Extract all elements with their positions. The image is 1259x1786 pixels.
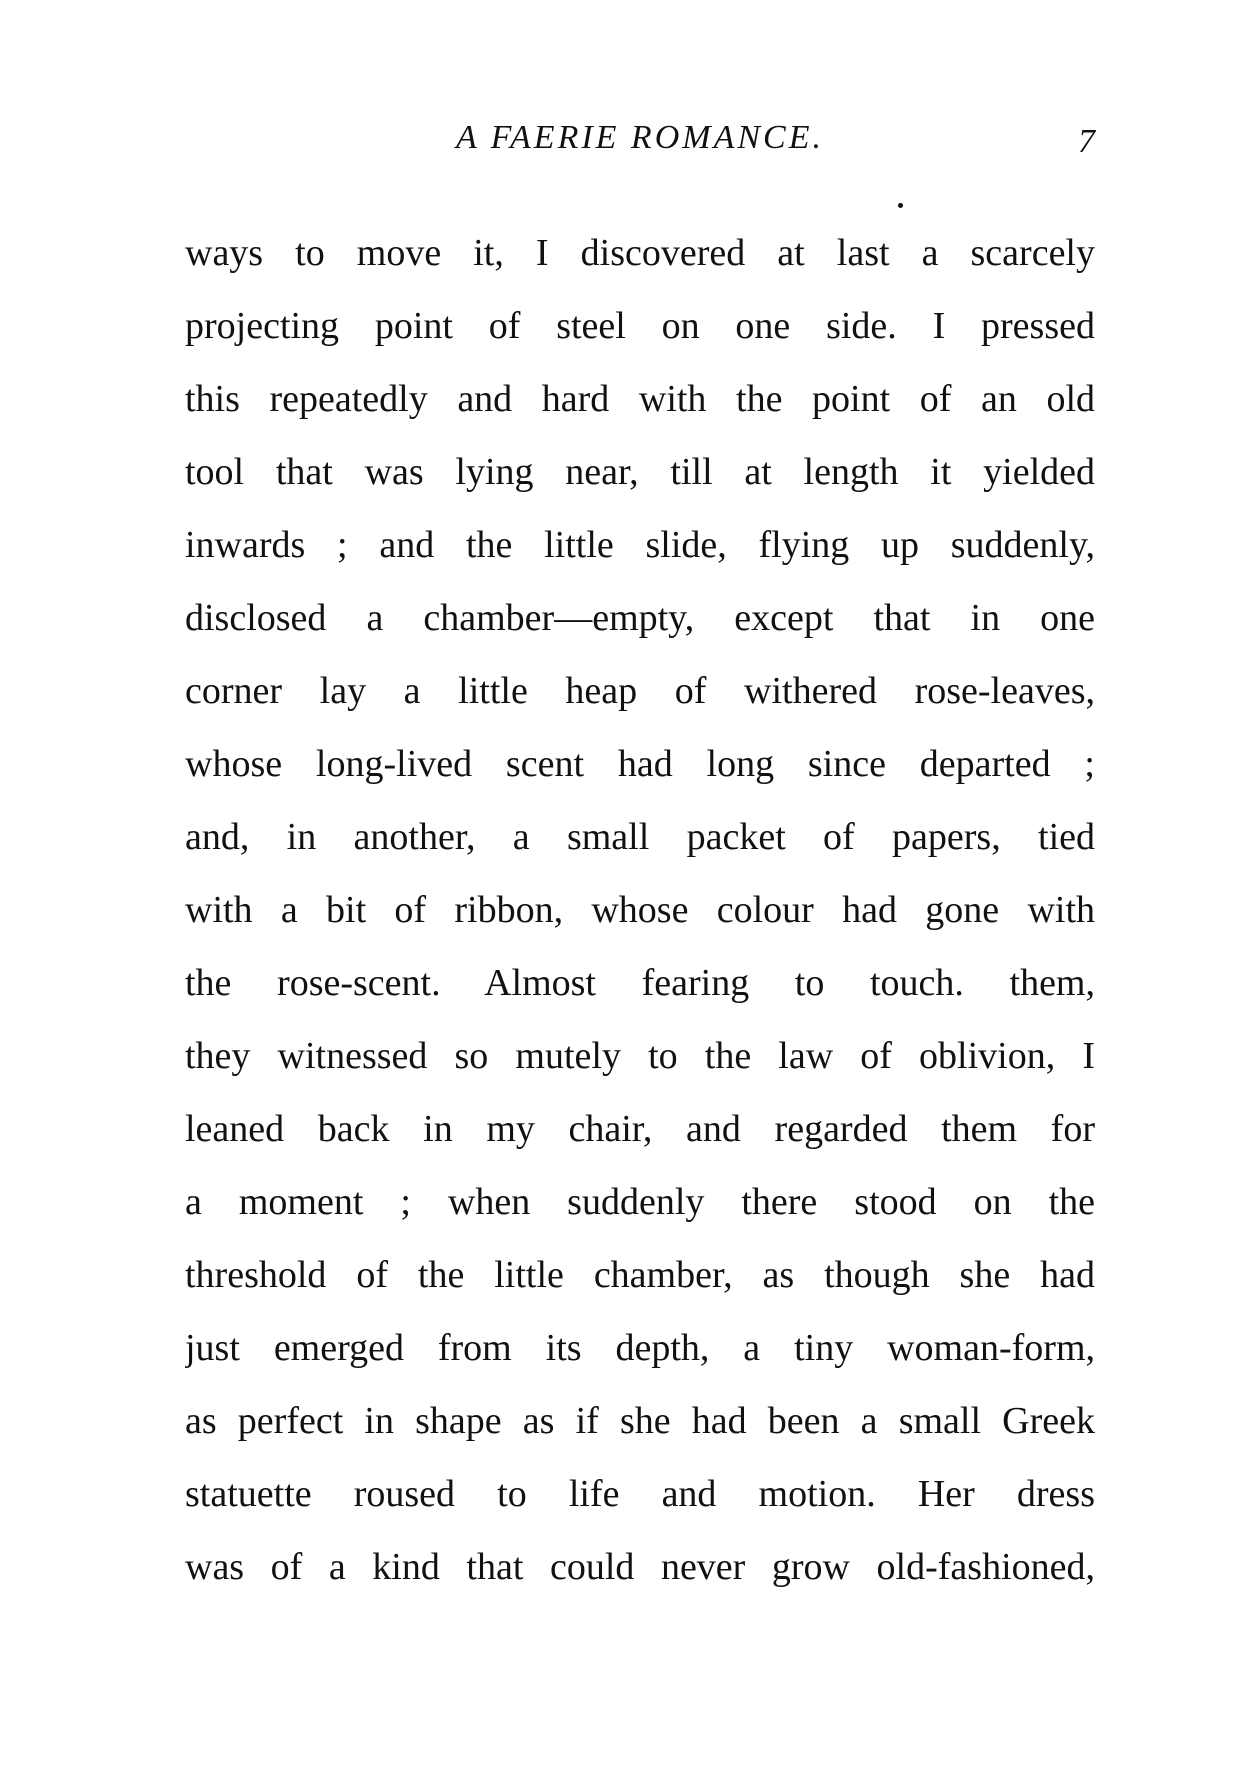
text-line: tool that was lying near, till at length it yielded [185,451,1095,493]
body-text [185,226,1095,1613]
text-line: a moment ; when suddenly there stood on the [185,1181,1095,1223]
text-line: projecting point of steel on one side. I pressed [185,305,1095,347]
text-line: statuette roused to life and motion. Her dress [185,1473,1095,1515]
text-line: corner lay a little heap of withered rose-leaves, [185,670,1095,712]
text-line: and, in another, a small packet of papers, tied [185,816,1095,858]
text-line: with a bit of ribbon, whose colour had gone with [185,889,1095,931]
text-line: the rose-scent. Almost fearing to touch. them, [185,962,1095,1004]
text-line: this repeatedly and hard with the point of an old [185,378,1095,420]
running-head [185,118,1095,168]
text-line: whose long-lived scent had long since departed ; [185,743,1095,785]
text-line: threshold of the little chamber, as though she had [185,1254,1095,1296]
text-line: was of a kind that could never grow old-fashioned, [185,1546,1095,1588]
print-speck [898,203,903,208]
text-line: just emerged from its depth, a tiny woman-form, [185,1327,1095,1369]
text-line: leaned back in my chair, and regarded them for [185,1108,1095,1150]
page-number: 7 [1078,123,1095,160]
text-line: as perfect in shape as if she had been a small Greek [185,1400,1095,1442]
text-line: they witnessed so mutely to the law of oblivion, I [185,1035,1095,1077]
running-title: A FAERIE ROMANCE. [456,119,824,156]
text-line: disclosed a chamber—empty, except that in one [185,597,1095,639]
text-line: inwards ; and the little slide, flying up suddenly, [185,524,1095,566]
text-line: ways to move it, I discovered at last a scarcely [185,232,1095,274]
